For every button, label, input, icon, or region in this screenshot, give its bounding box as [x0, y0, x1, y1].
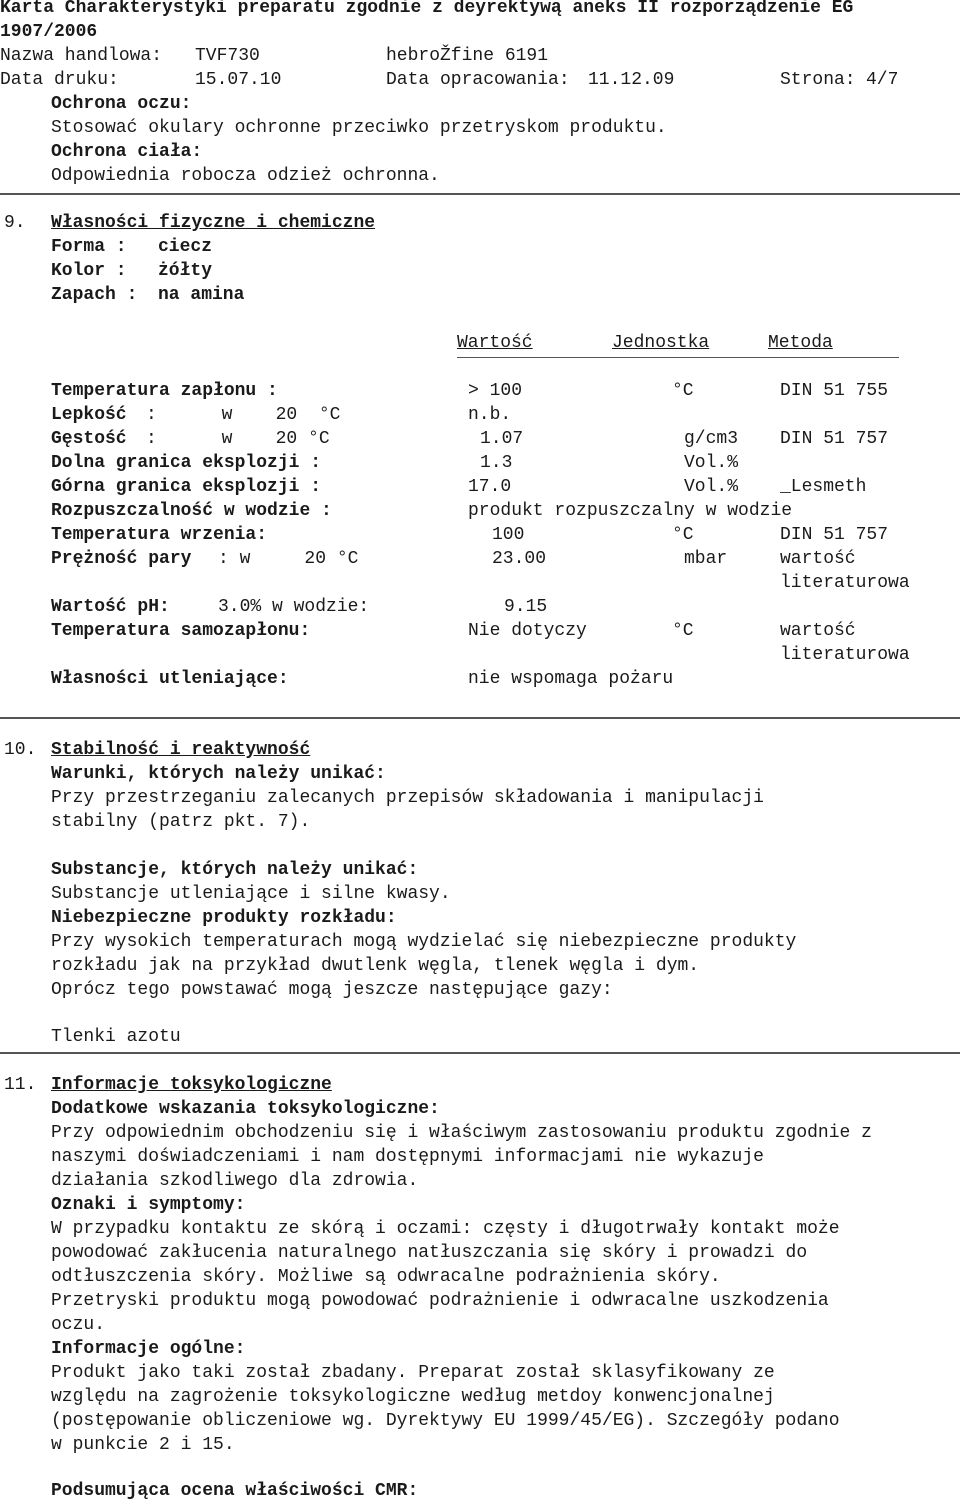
property-unit: °C	[672, 525, 694, 545]
general-info-heading: Informacje ogólne:	[51, 1339, 246, 1359]
body-protection-text: Odpowiednia robocza odzież ochronna.	[51, 166, 440, 186]
form-label: Forma :	[51, 237, 127, 257]
trade-name-label: Nazwa handlowa:	[0, 46, 163, 66]
general-info-text: względu na zagrożenie toksykologiczne według metdoy konwencjonalnej	[51, 1387, 775, 1407]
property-condition: 3.0% w wodzie:	[218, 597, 370, 617]
additional-tox-text: naszymi doświadczeniami i nam dostępnymi informacjami nie wykazuje	[51, 1147, 764, 1167]
decomposition-text: Tlenki azotu	[51, 1027, 181, 1047]
trade-name-value: TVF730	[195, 46, 260, 66]
property-value: 9.15	[504, 597, 548, 617]
property-value: produkt rozpuszczalny w wodzie	[468, 501, 793, 521]
symptoms-text: odtłuszczenia skóry. Możliwe są odwracalne podrażnienia skóry.	[51, 1267, 721, 1287]
property-method-cont: literaturowa	[780, 573, 910, 593]
decomposition-text: rozkładu jak na przykład dwutlenk węgla, tlenek węgla i dym.	[51, 956, 700, 976]
prep-date-label: Data opracowania:	[386, 70, 570, 90]
symptoms-heading: Oznaki i symptomy:	[51, 1195, 246, 1215]
symptoms-text: W przypadku kontaktu ze skórą i oczami: częsty i długotrwały kontakt może	[51, 1219, 840, 1239]
property-label: Temperatura zapłonu :	[51, 381, 278, 401]
additional-tox-heading: Dodatkowe wskazania toksykologiczne:	[51, 1099, 440, 1119]
property-label: Wartość pH:	[51, 597, 170, 617]
property-label: Gęstość	[51, 429, 127, 449]
color-label: Kolor :	[51, 261, 127, 281]
property-label: Rozpuszczalność w wodzie :	[51, 501, 332, 521]
eye-protection-heading: Ochrona oczu:	[51, 94, 192, 114]
property-value: 1.3	[480, 453, 513, 473]
general-info-text: Produkt jako taki został zbadany. Preparat został sklasyfikowany ze	[51, 1363, 775, 1383]
column-header-unit: Jednostka	[612, 333, 710, 353]
section-11-number: 11.	[4, 1075, 37, 1095]
property-value: 23.00	[492, 549, 547, 569]
property-condition: : w 20 °C	[218, 549, 359, 569]
page-label: Strona:	[780, 70, 856, 90]
property-method: _Lesmeth	[780, 477, 867, 497]
body-protection-heading: Ochrona ciała:	[51, 142, 203, 162]
section-10-number: 10.	[4, 740, 37, 760]
property-unit: Vol.%	[684, 453, 739, 473]
decomposition-heading: Niebezpieczne produkty rozkładu:	[51, 908, 397, 928]
property-unit: mbar	[684, 549, 728, 569]
section-9-title: Własności fizyczne i chemiczne	[51, 213, 376, 233]
symptoms-text: oczu.	[51, 1315, 106, 1335]
property-unit: °C	[672, 381, 694, 401]
section-divider	[0, 193, 960, 195]
property-label: Lepkość	[51, 405, 127, 425]
property-condition: : w 20 °C	[146, 429, 330, 449]
print-date-value: 15.07.10	[195, 70, 282, 90]
eye-protection-text: Stosować okulary ochronne przeciwko przetryskom produktu.	[51, 118, 667, 138]
column-header-method: Metoda	[768, 333, 833, 353]
property-value: 100	[492, 525, 525, 545]
color-value: żółty	[158, 261, 213, 281]
form-value: ciecz	[158, 237, 213, 257]
property-value: Nie dotyczy	[468, 621, 587, 641]
property-unit: g/cm3	[684, 429, 739, 449]
substances-to-avoid-heading: Substancje, których należy unikać:	[51, 860, 419, 880]
conditions-to-avoid-heading: Warunki, których należy unikać:	[51, 764, 386, 784]
page-number: 4/7	[866, 70, 899, 90]
prep-date-value: 11.12.09	[588, 70, 675, 90]
property-method: DIN 51 755	[780, 381, 889, 401]
additional-tox-text: Przy odpowiednim obchodzeniu się i właściwym zastosowaniu produktu zgodnie z	[51, 1123, 872, 1143]
additional-tox-text: działania szkodliwego dla zdrowia.	[51, 1171, 419, 1191]
general-info-text: w punkcie 2 i 15.	[51, 1435, 235, 1455]
section-divider	[0, 717, 960, 719]
property-method: DIN 51 757	[780, 525, 889, 545]
decomposition-text: Przy wysokich temperaturach mogą wydzielać się niebezpieczne produkty	[51, 932, 797, 952]
property-value: 17.0	[468, 477, 512, 497]
odor-label: Zapach :	[51, 285, 138, 305]
property-unit: Vol.%	[684, 477, 739, 497]
trade-name-value-2: hebroŽfine 6191	[386, 46, 549, 66]
property-label: Dolna granica eksplozji :	[51, 453, 322, 473]
substances-to-avoid-text: Substancje utleniające i silne kwasy.	[51, 884, 451, 904]
section-divider	[0, 1052, 960, 1054]
decomposition-text: Oprócz tego powstawać mogą jeszcze następujące gazy:	[51, 980, 613, 1000]
property-method-cont: literaturowa	[780, 645, 910, 665]
conditions-to-avoid-text: Przy przestrzeganiu zalecanych przepisów składowania i manipulacji	[51, 788, 764, 808]
property-label: Prężność pary	[51, 549, 192, 569]
property-label: Własności utleniające:	[51, 669, 289, 689]
table-header-rule	[457, 357, 899, 358]
property-value: nie wspomaga pożaru	[468, 669, 674, 689]
property-label: Górna granica eksplozji :	[51, 477, 322, 497]
column-header-value: Wartość	[457, 333, 533, 353]
property-label: Temperatura samozapłonu:	[51, 621, 311, 641]
print-date-label: Data druku:	[0, 70, 119, 90]
property-method: wartość	[780, 549, 856, 569]
symptoms-text: Przetryski produktu mogą powodować podrażnienie i odwracalne uszkodzenia	[51, 1291, 829, 1311]
property-unit: °C	[672, 621, 694, 641]
property-method: wartość	[780, 621, 856, 641]
property-condition: : w 20 °C	[146, 405, 341, 425]
property-value: 1.07	[480, 429, 524, 449]
document-title: Karta Charakterystyki preparatu zgodnie z deyrektywą aneks II rozporządzenie EG	[0, 0, 854, 18]
property-method: DIN 51 757	[780, 429, 889, 449]
section-9-number: 9.	[4, 213, 26, 233]
section-11-title: Informacje toksykologiczne	[51, 1075, 332, 1095]
symptoms-text: powodować zakłucenia naturalnego natłuszczania się skóry i prowadzi do	[51, 1243, 808, 1263]
conditions-to-avoid-text: stabilny (patrz pkt. 7).	[51, 812, 311, 832]
section-10-title: Stabilność i reaktywność	[51, 740, 311, 760]
cmr-summary-heading: Podsumująca ocena właściwości CMR:	[51, 1481, 419, 1501]
odor-value: na amina	[158, 285, 245, 305]
general-info-text: (postępowanie obliczeniowe wg. Dyrektywy EU 1999/45/EG). Szczegóły podano	[51, 1411, 840, 1431]
property-value: n.b.	[468, 405, 512, 425]
document-title-regulation: 1907/2006	[0, 22, 98, 42]
property-label: Temperatura wrzenia:	[51, 525, 268, 545]
property-value: > 100	[468, 381, 523, 401]
